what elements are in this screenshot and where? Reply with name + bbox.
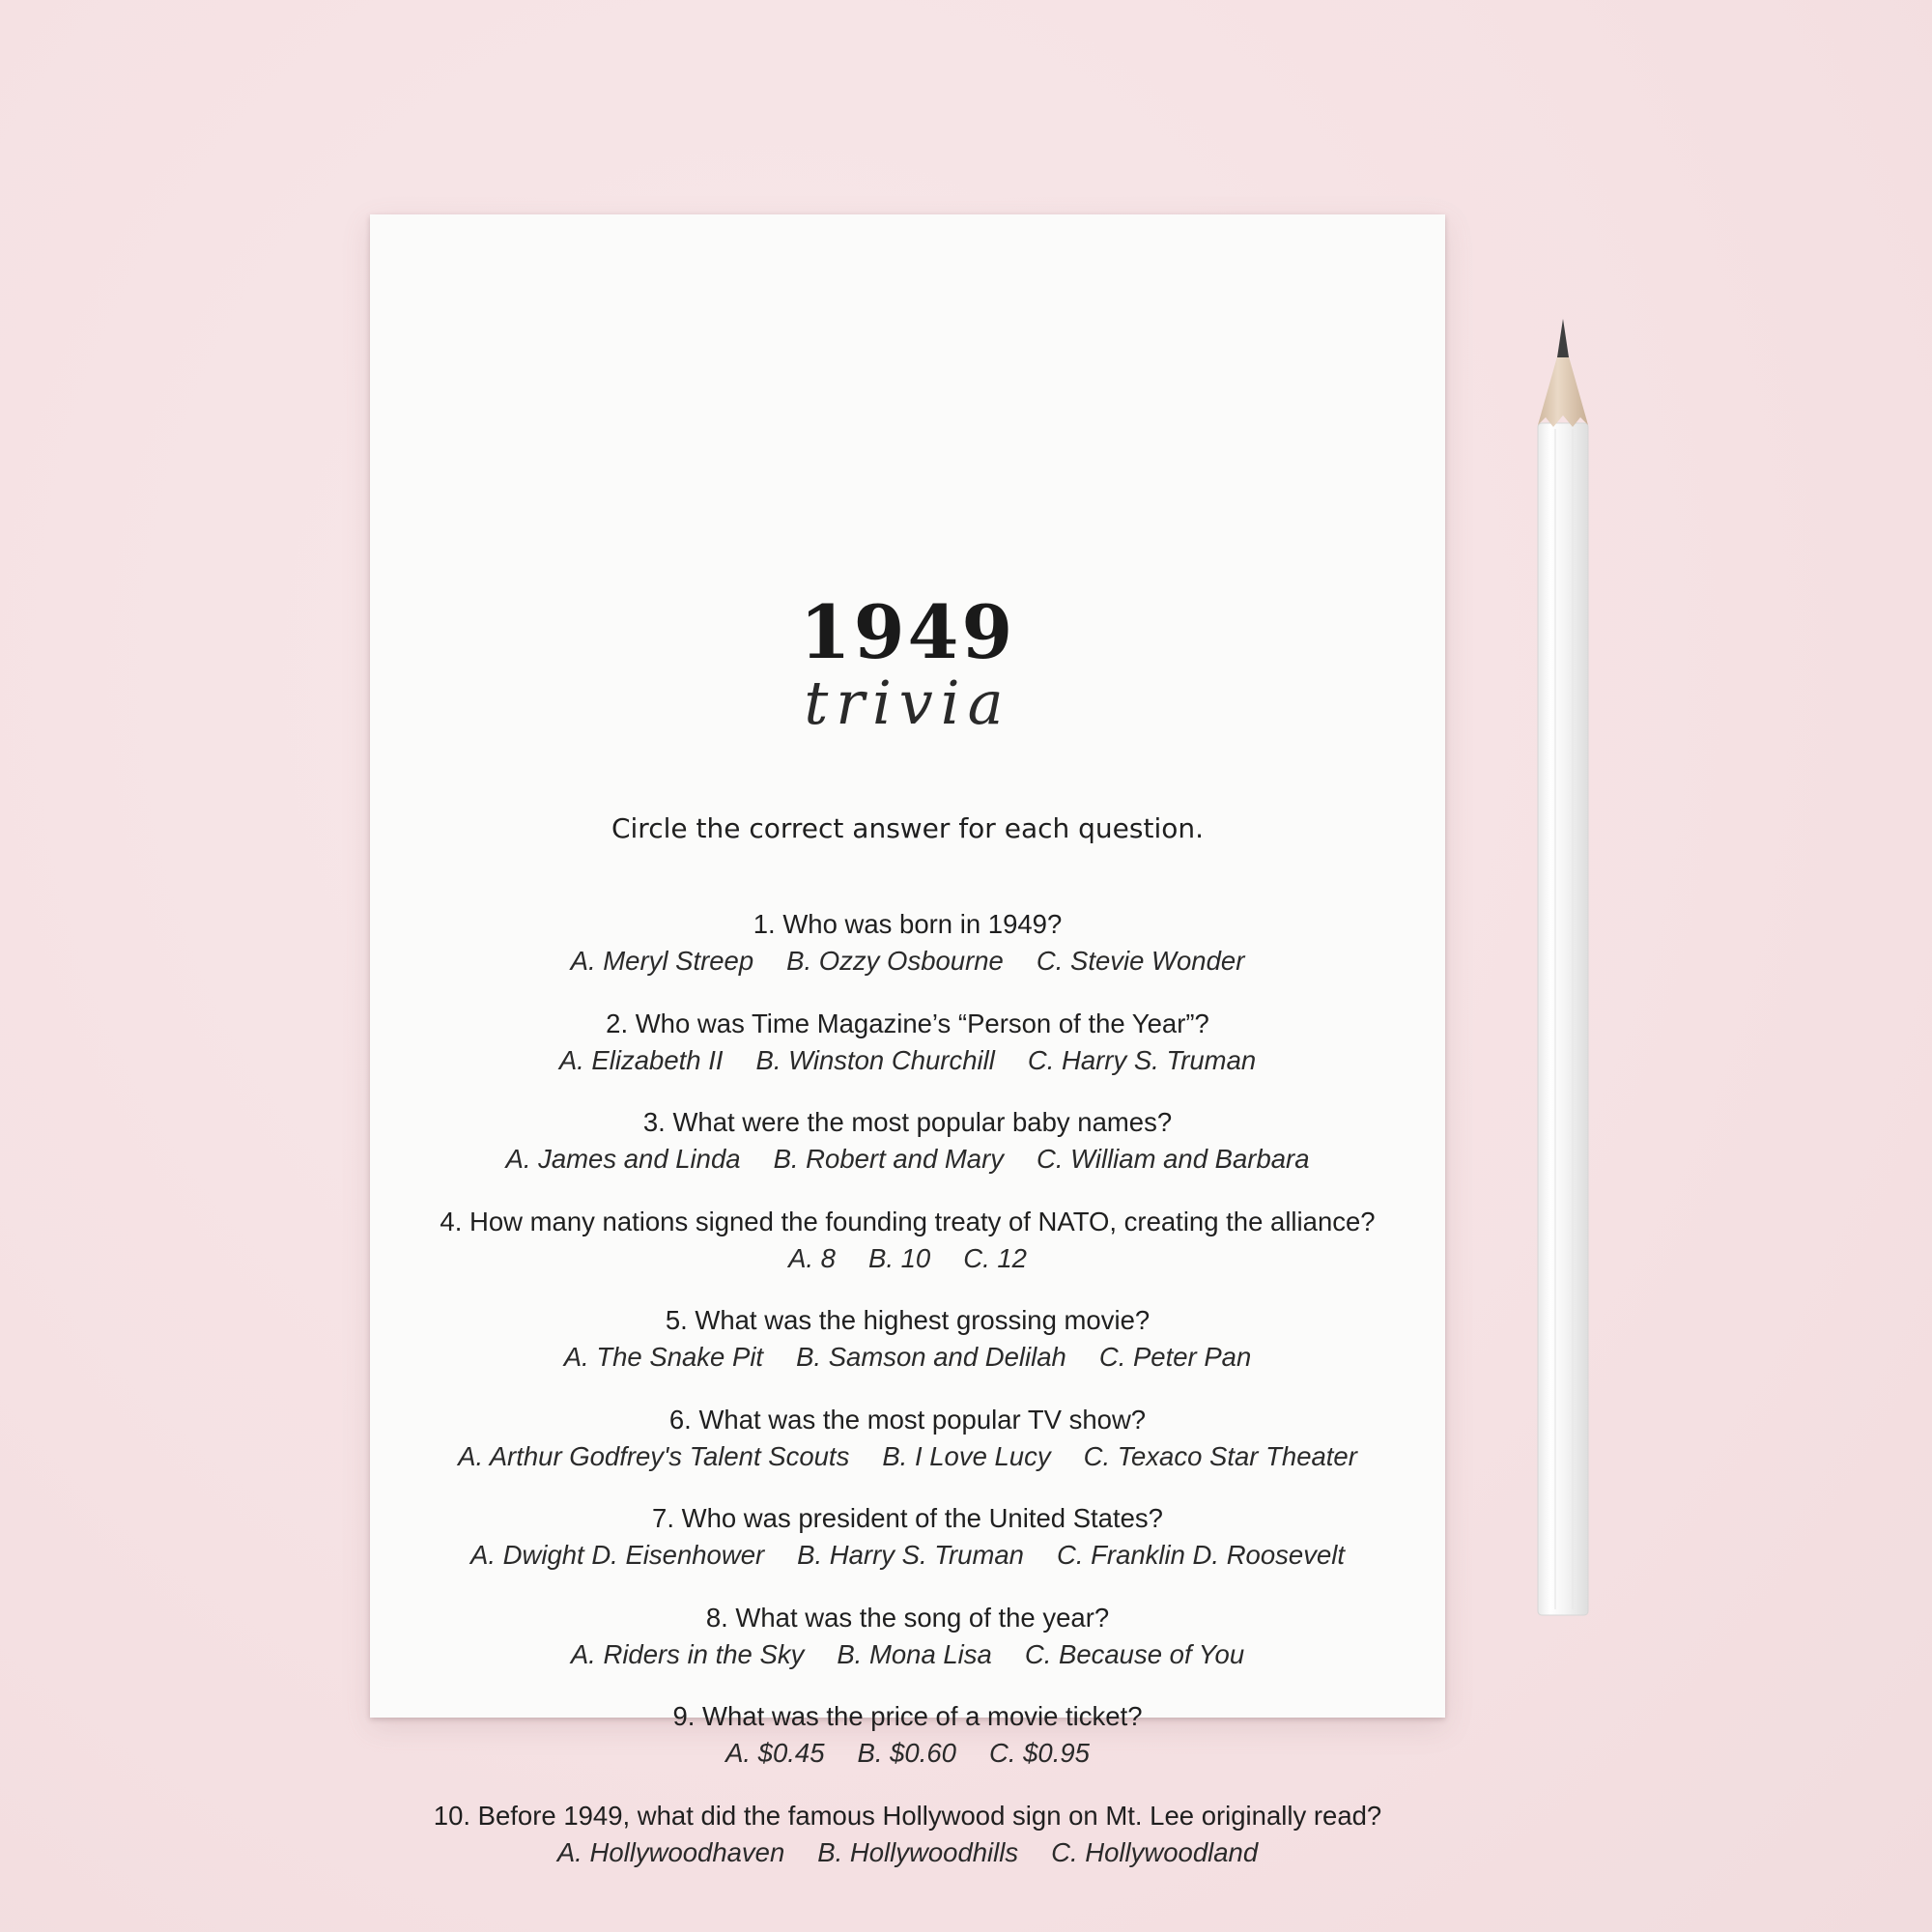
- question-item: [370, 1302, 1445, 1402]
- answer-option-a[interactable]: A. Arthur Godfrey's Talent Scouts: [458, 1440, 850, 1471]
- answer-option-c[interactable]: C. Peter Pan: [1098, 1342, 1252, 1372]
- answer-option-a[interactable]: A. $0.45: [725, 1738, 825, 1768]
- question-item: [370, 1402, 1445, 1501]
- answer-row: [370, 1635, 1445, 1674]
- question-text: 2. Who was Time Magazine’s “Person of the Year”?: [606, 1008, 1209, 1038]
- question-text: 5. What was the highest grossing movie?: [665, 1305, 1151, 1335]
- answer-option-b[interactable]: B. Harry S. Truman: [797, 1540, 1024, 1570]
- question-item: [370, 1798, 1445, 1897]
- question-text: 4. How many nations signed the founding treaty of NATO, creating the alliance?: [440, 1206, 1376, 1236]
- answer-row: [370, 1239, 1445, 1278]
- answer-option-b[interactable]: B. Hollywoodhills: [817, 1836, 1019, 1867]
- question-item: [370, 1204, 1445, 1303]
- question-text: 8. What was the song of the year?: [705, 1602, 1110, 1633]
- question-text: 10. Before 1949, what did the famous Hollywood sign on Mt. Lee originally read?: [433, 1800, 1382, 1831]
- answer-option-b[interactable]: B. Mona Lisa: [837, 1638, 992, 1669]
- answer-option-a[interactable]: A. 8: [788, 1242, 836, 1273]
- question-item: [370, 1006, 1445, 1105]
- answer-row: [370, 1041, 1445, 1080]
- question-list: [370, 906, 1445, 1896]
- card-script-subtitle: trivia: [804, 668, 1011, 738]
- question-text: 3. What were the most popular baby names?: [642, 1107, 1173, 1137]
- answer-option-b[interactable]: B. Winston Churchill: [755, 1044, 995, 1075]
- answer-option-a[interactable]: A. The Snake Pit: [563, 1342, 764, 1372]
- answer-row: [370, 1734, 1445, 1773]
- answer-option-b[interactable]: B. I Love Lucy: [882, 1440, 1051, 1471]
- answer-option-c[interactable]: C. Harry S. Truman: [1027, 1044, 1257, 1075]
- question-text: 9. What was the price of a movie ticket?: [672, 1701, 1143, 1731]
- answer-option-a[interactable]: A. Elizabeth II: [558, 1044, 724, 1075]
- answer-option-c[interactable]: C. Franklin D. Roosevelt: [1056, 1540, 1345, 1570]
- answer-row: [370, 1338, 1445, 1377]
- answer-option-a[interactable]: A. Riders in the Sky: [570, 1638, 805, 1669]
- answer-option-c[interactable]: C. Hollywoodland: [1051, 1836, 1259, 1867]
- answer-option-b[interactable]: B. Ozzy Osbourne: [786, 946, 1004, 976]
- answer-row: [370, 1140, 1445, 1179]
- question-item: [370, 1698, 1445, 1798]
- instructions-text: Circle the correct answer for each question.: [611, 812, 1205, 844]
- answer-option-a[interactable]: A. Meryl Streep: [570, 946, 754, 976]
- answer-row: [370, 942, 1445, 980]
- answer-option-c[interactable]: C. 12: [963, 1242, 1027, 1273]
- question-item: [370, 906, 1445, 1006]
- answer-option-c[interactable]: C. William and Barbara: [1037, 1144, 1310, 1174]
- question-item: [370, 1500, 1445, 1600]
- answer-option-b[interactable]: B. Robert and Mary: [773, 1144, 1004, 1174]
- answer-option-b[interactable]: B. 10: [867, 1242, 931, 1273]
- question-item: [370, 1600, 1445, 1699]
- question-text: 1. Who was born in 1949?: [753, 909, 1063, 939]
- trivia-card: [370, 214, 1445, 1867]
- answer-option-a[interactable]: A. James and Linda: [505, 1144, 741, 1174]
- answer-option-c[interactable]: C. Because of You: [1024, 1638, 1245, 1669]
- question-text: 7. Who was president of the United States?: [652, 1503, 1163, 1533]
- answer-option-c[interactable]: C. Texaco Star Theater: [1083, 1440, 1357, 1471]
- answer-option-c[interactable]: C. $0.95: [988, 1738, 1090, 1768]
- pencil-icon: [1534, 315, 1592, 1621]
- answer-row: [370, 1536, 1445, 1575]
- question-item: [370, 1104, 1445, 1204]
- answer-option-b[interactable]: B. Samson and Delilah: [796, 1342, 1066, 1372]
- answer-option-a[interactable]: A. Hollywoodhaven: [556, 1836, 785, 1867]
- answer-row: [370, 1437, 1445, 1476]
- answer-option-a[interactable]: A. Dwight D. Eisenhower: [470, 1540, 765, 1570]
- question-text: 6. What was the most popular TV show?: [668, 1404, 1147, 1435]
- answer-option-b[interactable]: B. $0.60: [857, 1738, 956, 1768]
- answer-option-c[interactable]: C. Stevie Wonder: [1036, 946, 1245, 976]
- card-year-title: 1949: [799, 589, 1016, 675]
- answer-row: [370, 1833, 1445, 1872]
